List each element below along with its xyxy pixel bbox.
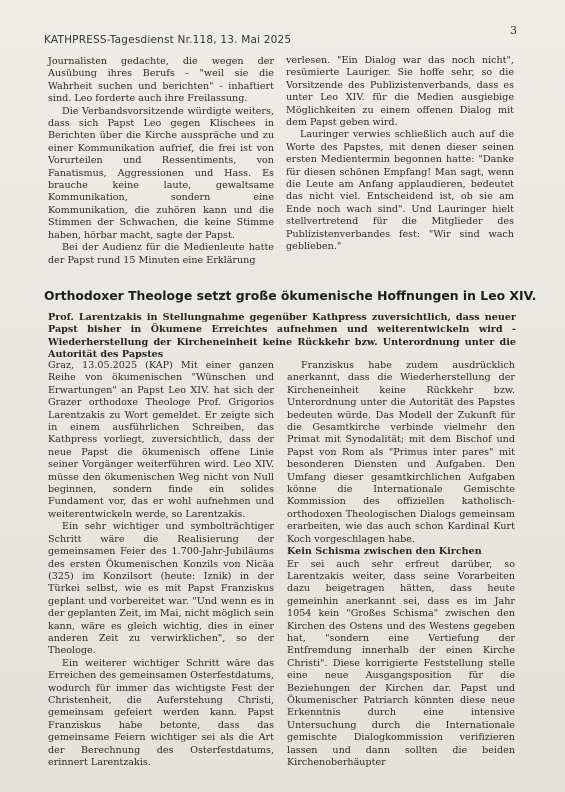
paragraph: Graz, 13.05.2025 (KAP) Mit einer ganzen Reihe von ökumenischen "Wünschen und Erwartungen" an Papst Leo XIV. hat sich der Grazer orthodoxe Theologe Prof. Grigorios Larentzakis zu Wort gemeldet. Er zeigte sich in einem ausführlichen Schreiben, das Kathpress vorliegt, zuversichtlich, dass der neue Papst die ökumenisch offene Linie seiner Vorgänger weiterführen wird. Leo XIV. müsse den ökumenischen Weg nicht von Null beginnen, sondern finde ein solides Fundament vor, das er wohl aufnehmen und weiterentwickeln werde, so Larentzakis. <box>48 360 274 520</box>
paragraph: Ein weiterer wichtiger Schritt wäre das Erreichen des gemeinsamen Osterfestdatums, wodurch für immer das wichtigste Fest der Christenheit, die Auferstehung Christi, gemeinsam gefeiert werden kann. Papst Franziskus habe betonte, dass das gemeinsame Feiern wichtiger sei als die Art der Berechnung des Osterfestdatums, erinnert Larentzakis. <box>48 657 274 768</box>
section-subheading: Kein Schisma zwischen den Kirchen <box>287 546 482 558</box>
previous-article-right-column <box>286 55 514 254</box>
article-headline: Orthodoxer Theologe setzt große ökumenische Hoffnungen in Leo XIV. <box>44 288 537 303</box>
paragraph: Ein sehr wichtiger und symbolträchtiger Schritt wäre die Realisierung der gemeinsamen Feier des 1.700-Jahr-Jubiläums des ersten Ökumenischen Konzils von Nicäa (325) im Konzilsort (heute: Iznik) in der Türkei selbst, wie es mit Papst Franziskus geplant und vorbereitet war. "Und wenn es in der geplanten Zeit, im Mai, nicht möglich sein kann, wäre es gleich wichtig, dies in einer anderen Zeit zu verwirklichen", so der Theologe. <box>48 521 274 657</box>
article-right-column <box>287 360 515 769</box>
paragraph: Journalisten gedachte, die wegen der Ausübung ihres Berufs - "weil sie die Wahrheit suchen und berichten" - inhaftiert sind. Leo forderte auch ihre Freilassung. <box>48 56 274 105</box>
paragraph: Die Verbandsvorsitzende würdigte weiters, dass sich Papst Leo gegen Klischees in Berichten über die Kirche ausspräche und zu einer Kommunikation aufrief, die frei ist von Vorurteilen und Ressentiments, von Fanatismus, Aggressionen und Hass. Es brauche keine laute, gewaltsame Kommunikation, sondern eine Kommunikation, die zuhören kann und die Stimmen der Schwachen, die keine Stimme haben, hörbar macht, sagte der Papst. <box>48 105 274 241</box>
paragraph: Franziskus habe zudem ausdrücklich anerkannt, dass die Wiederherstellung der Kircheneinheit keine Rückkehr bzw. Unterordnung unter die Autorität des Papstes bedeuten würde. Das Modell der Zukunft für die Gesamtkirche verbinde vielmehr den Primat mit Synodalität; mit dem Bischof und Papst von Rom als "Primus inter pares" mit besonderen Diensten und Aufgaben. Den Umfang dieser gesamtkirchlichen Aufgaben könne die Internationale Gemischte Kommission des offiziellen katholisch-orthodoxen Theologischen Dialogs gemeinsam erarbeiten, wie das auch schon Kardinal Kurt Koch vorgeschlagen habe. <box>287 360 515 545</box>
article-left-column <box>48 360 274 769</box>
paragraph: verlesen. "Ein Dialog war das noch nicht", resümierte Lauriger. Sie hoffe sehr, so die Vorsitzende des Publizistenverbands, dass es unter Leo XIV. für die Medien ausgiebige Möglichkeiten zu einem offenen Dialog mit dem Papst geben wird. <box>286 55 514 129</box>
page-header: KATHPRESS-Tagesdienst Nr.118, 13. Mai 2025 <box>44 34 292 46</box>
article-lead: Prof. Larentzakis in Stellungnahme gegenüber Kathpress zuversichtlich, dass neuer Papst bisher in Ökumene Erreichtes aufnehmen und weiterentwickeln wird - Wiederherstellung der Kircheneinheit keine Rückkehr bzw. Unterordnung unter die Autorität des Papstes <box>48 312 516 361</box>
previous-article-left-column <box>48 56 274 267</box>
paragraph: Bei der Audienz für die Medienleute hatte der Papst rund 15 Minuten eine Erklärung <box>48 242 274 266</box>
paragraph: Lauringer verwies schließlich auch auf die Worte des Papstes, mit denen dieser seinen ersten Medientermin begonnen hatte: "Danke für diesen schönen Empfang! Man sagt, wenn die Leute am Anfang applaudieren, bedeutet das nicht viel. Entscheidend ist, ob sie am Ende noch wach sind". Und Lauringer hielt stellvertretend für die Mitglieder des Publizistenverbandes fest: "Wir sind wach geblieben." <box>286 129 514 253</box>
page-number: 3 <box>510 24 517 37</box>
paragraph: Er sei auch sehr erfreut darüber, so Larentzakis weiter, dass seine Vorarbeiten dazu beigetragen hätten, dass heute gemeinhin anerkannt sei, dass es im Jahr 1054 kein "Großes Schisma" zwischen den Kirchen des Ostens und des Westens gegeben hat, "sondern eine Vertiefung der Entfremdung innerhalb der einen Kirche Christi". Diese korrigierte Feststellung stelle eine neue Ausgangsposition für die Beziehungen der Kirchen dar. Papst und Ökumenischer Patriarch könnten diese neue Erkenntnis durch eine intensive Untersuchung durch die Internationale gemischte Dialogkommission verifizieren lassen und dann sollten die beiden Kirchenoberhäupter <box>287 558 515 768</box>
